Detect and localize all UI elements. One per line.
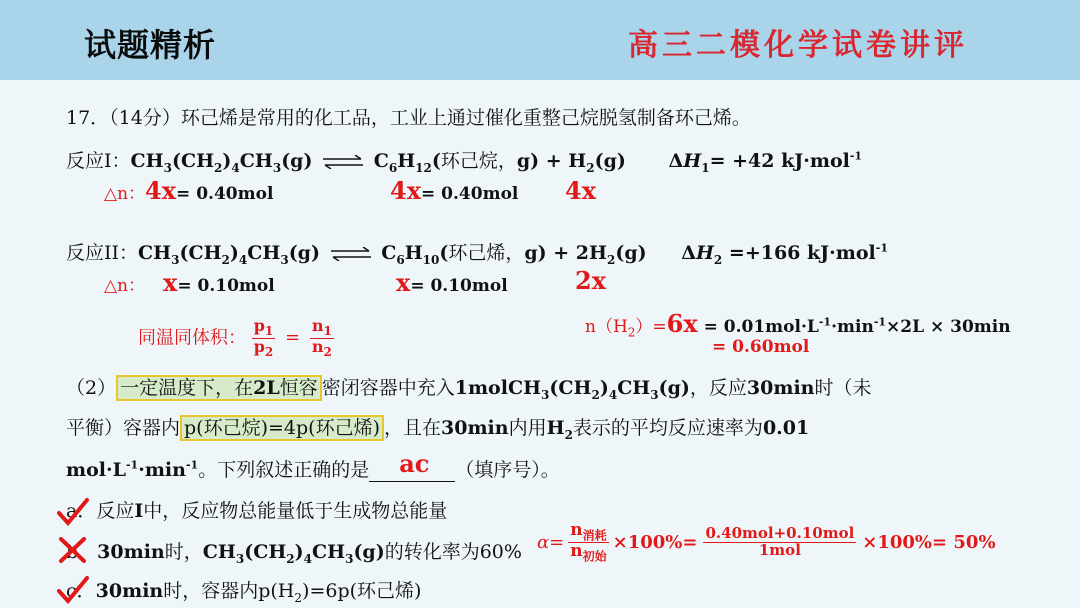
header-subtitle: 高三二模化学试卷讲评 xyxy=(628,28,968,63)
reaction-1: 反应I：$CH_3(CH_2)_4CH_3(g)$ $C_6H_{12}$(环己烷，$g) + H_2(g)$ $\Delta H_1= +42$ kJ·mol$^{-1}$ xyxy=(66,149,863,175)
answer-text: ac xyxy=(399,449,430,478)
dn-row-1-b: 4x= 0.40mol xyxy=(390,176,519,205)
question-stem: 17．（14分）环己烯是常用的化工品，工业上通过催化重整己烷脱氢制备环己烯。 xyxy=(66,107,751,129)
dn-row-1-c: 4x xyxy=(565,176,597,205)
header-bar xyxy=(0,0,1080,80)
dn-row-2: △n： x= 0.10mol xyxy=(104,268,275,297)
nh2-result: = 0.60mol xyxy=(712,337,810,357)
cross-mark-icon xyxy=(56,536,90,564)
equilibrium-arrow-icon xyxy=(321,155,365,169)
part2-line-2: 平衡）容器内 p(环己烷)=4p(环己烯) ，且在30min内用$H_2$表示的平均反应速率为0.01 xyxy=(66,417,810,442)
check-mark-icon xyxy=(56,576,90,604)
check-mark-icon xyxy=(56,498,90,526)
dn-row-2-b: x= 0.10mol xyxy=(396,268,508,297)
same-tv-relation: 同温同体积： $\frac{p_1}{p_2}$ = $\frac{n_1}{n_2}$ xyxy=(138,316,332,359)
option-a: a．反应I中，反应物总能量低于生成物总能量 xyxy=(66,500,448,522)
option-c: c．30min时，容器内$p(H_2)=6p$(环己烯) xyxy=(66,580,422,605)
part2-line-1: （2） 一定温度下，在2L恒容 密闭容器中充入$1molCH_3(CH_2)_4CH_3(g)$，反应30min时（未 xyxy=(66,377,872,402)
nh2-calc: $n(H_2)=6x = 0.01mol\cdot L^{-1}\cdot\min^{-1}\times 2L \times 30\min$ xyxy=(585,309,1011,340)
header-title: 试题精析 xyxy=(84,26,217,64)
equilibrium-arrow-icon xyxy=(329,247,373,261)
conversion-calc: α= $\frac{n_{消耗}}{n_{初始}}$ ×100%= $\frac{\text{0.40mol+0.10mol}}{\text{1mol}}$ ×100%= 50% xyxy=(537,520,996,564)
reaction-2: 反应II：$CH_3(CH_2)_4CH_3(g)$ $C_6H_{10}$(环己烯，$g) + 2H_2(g)$ $\Delta H_2 =+166$ kJ·mol$^{-1}$ xyxy=(66,241,889,267)
dn-row-2-c: 2x xyxy=(575,266,607,295)
part2-line-3: $mol\cdot L^{-1}\cdot\min^{-1}$。下列叙述正确的是 ac （填序号）。 xyxy=(66,449,560,481)
option-b: b．30min时，$CH_3(CH_2)_4CH_3(g)$的转化率为60% xyxy=(66,541,522,566)
dn-row-1: △n：4x= 0.40mol xyxy=(104,176,274,205)
